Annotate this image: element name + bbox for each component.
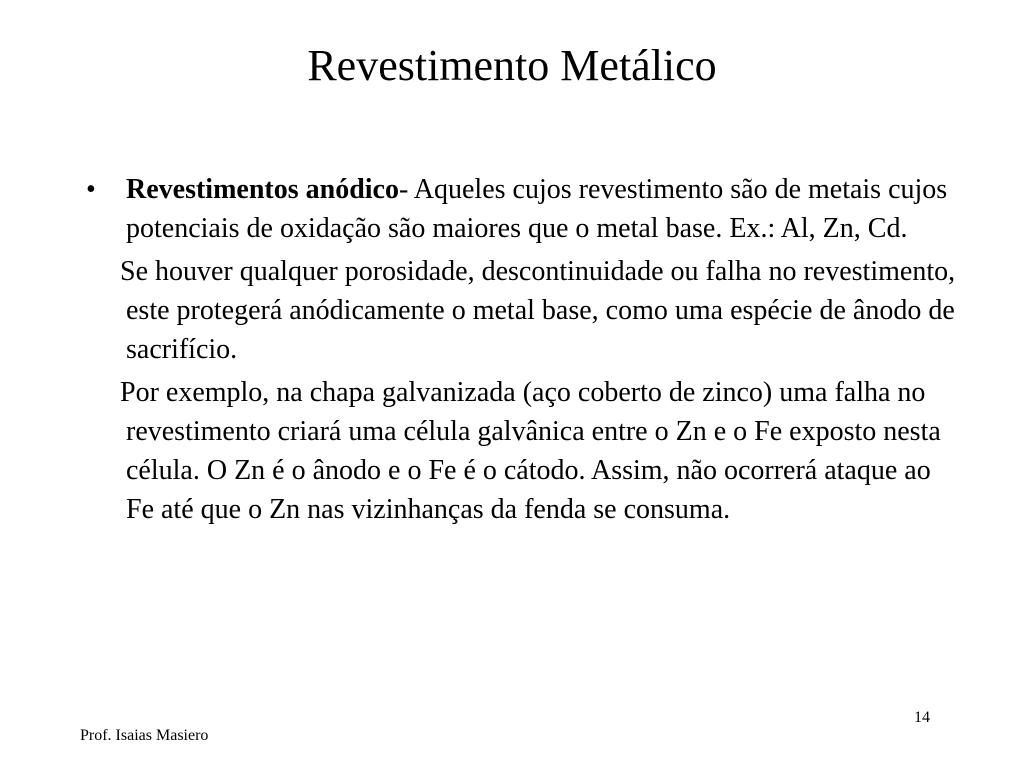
bullet-term: Revestimentos anódico bbox=[126, 174, 399, 205]
bullet-item bbox=[84, 170, 964, 248]
slide-body bbox=[84, 170, 964, 529]
bullet-description: - Aqueles cujos revestimento são de metais cujos potenciais de oxidação são maiores que o metal base. Ex.: Al, Zn, Cd. bbox=[126, 174, 948, 244]
bullet-text bbox=[126, 170, 964, 248]
paragraph-porosity: Se houver qualquer porosidade, descontinuidade ou falha no revestimento, este protegerá anódicamente o metal base, como uma espécie de ânodo de sacrifício. bbox=[120, 256, 956, 365]
slide-title: Revestimento Metálico bbox=[307, 41, 717, 90]
slide-number: 14 bbox=[914, 709, 930, 726]
paragraph-example: Por exemplo, na chapa galvanizada (aço coberto de zinco) uma falha no revestimento criará uma célula galvânica entre o Zn e o Fe exposto nesta célula. O Zn é o ânodo e o Fe é o cátodo. Assim, não ocorrerá ataque ao Fe até que o Zn nas vizinhanças da fenda se consuma. bbox=[120, 377, 941, 525]
footer-author: Prof. Isaias Masiero bbox=[80, 727, 209, 744]
bullet-marker: • bbox=[86, 174, 96, 205]
